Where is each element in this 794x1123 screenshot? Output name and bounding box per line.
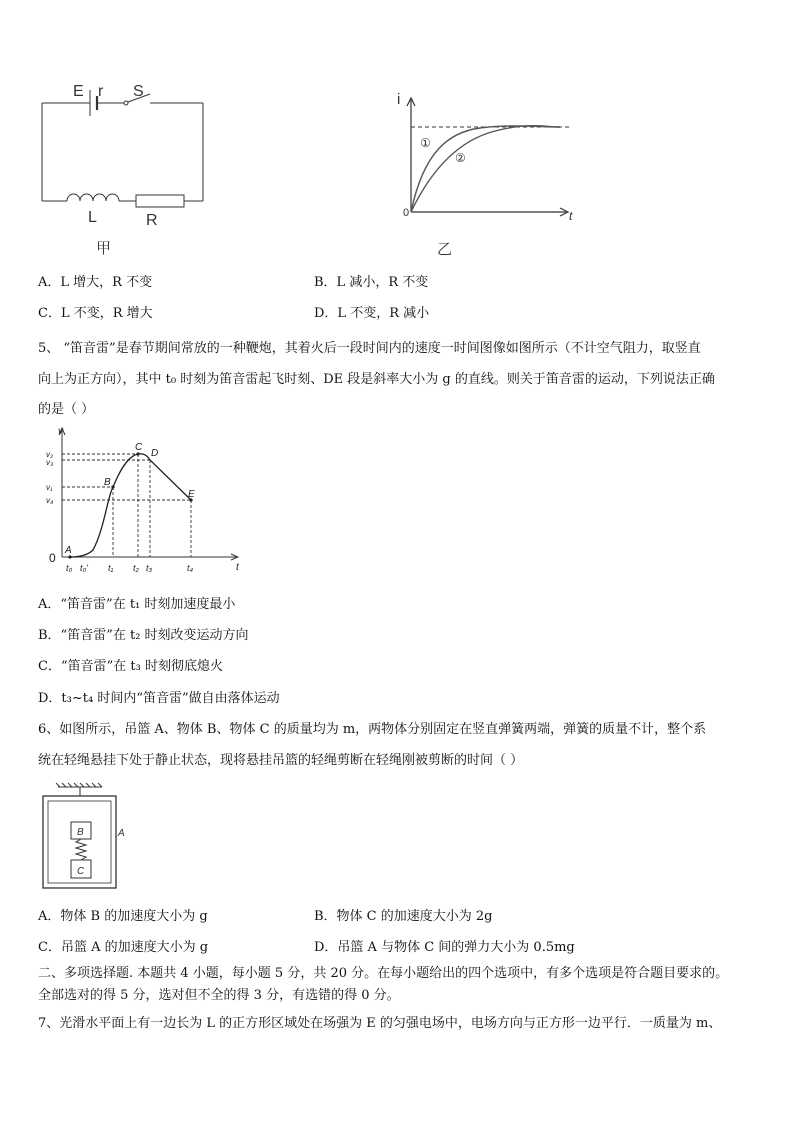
- point-D: D: [151, 448, 159, 459]
- tick-t4: t₄: [187, 563, 194, 573]
- caption-jia: 甲: [96, 240, 112, 257]
- q5-stem-line2: 向上为正方向），其中 t₀ 时刻为笛音雷起飞时刻、DE 段是斜率大小为 g 的直线。则关于笛音雷的运动，下列说法正确: [38, 372, 715, 387]
- q5-stem-line3: 的是（ ）: [38, 402, 95, 417]
- point-E: E: [188, 489, 195, 500]
- label-C: C: [77, 866, 85, 877]
- tick-v3: v₃: [46, 458, 54, 467]
- tick-v2: v₂: [46, 450, 54, 459]
- point-B: B: [104, 477, 111, 488]
- point-A: A: [65, 545, 72, 556]
- q5-option-c[interactable]: C．“笛音雷”在 t₃ 时刻彻底熄火: [38, 659, 223, 674]
- q5-option-d[interactable]: D．t₃~t₄ 时间内“笛音雷”做自由落体运动: [38, 691, 280, 706]
- axis-label-v: v: [58, 426, 63, 437]
- section2-heading-line2: 全部选对的得 5 分，选对但不全的得 3 分，有选错的得 0 分。: [38, 988, 400, 1003]
- axis-label-t: t: [569, 209, 573, 223]
- origin-label: 0: [49, 551, 56, 565]
- label-B: B: [77, 827, 84, 838]
- label-A: A: [118, 828, 125, 839]
- curve-2-label: ②: [455, 151, 466, 165]
- point-C: C: [135, 442, 143, 453]
- q5-stem-line1: 5、 “笛音雷”是春节期间常放的一种鞭炮，其着火后一段时间内的速度一时间图像如图所示（不计空气阻力，取竖直: [38, 341, 701, 356]
- label-r: r: [98, 83, 104, 100]
- curve-1-label: ①: [420, 136, 431, 150]
- tick-v4: v₄: [46, 496, 54, 505]
- q4-option-c[interactable]: C．L 不变，R 增大: [38, 306, 153, 321]
- q4-option-b[interactable]: B．L 减小，R 不变: [314, 275, 429, 290]
- q6-stem-line1: 6、如图所示，吊篮 A、物体 B、物体 C 的质量均为 m，两物体分别固定在竖直弹簧两端，弹簧的质量不计，整个系: [38, 722, 707, 737]
- q6-option-c[interactable]: C．吊篮 A 的加速度大小为 g: [38, 940, 209, 955]
- tick-t3: t₃: [146, 563, 153, 573]
- label-L: L: [88, 209, 97, 226]
- label-E: E: [73, 83, 84, 100]
- q7-stem-line1: 7、光滑水平面上有一边长为 L 的正方形区域处在场强为 E 的匀强电场中，电场方向与正方形一边平行．一质量为 m、: [38, 1016, 722, 1031]
- tick-t2: t₂: [133, 563, 139, 573]
- axis-label-t: t: [236, 562, 239, 573]
- tick-v1: v₁: [46, 483, 53, 492]
- tick-t0-prime: t₀': [80, 563, 89, 573]
- origin-label: 0: [403, 207, 410, 219]
- label-S: S: [133, 83, 144, 100]
- q6-option-a[interactable]: A．物体 B 的加速度大小为 g: [38, 909, 208, 924]
- q4-option-d[interactable]: D．L 不变，R 减小: [314, 306, 430, 321]
- caption-yi: 乙: [437, 241, 453, 258]
- q5-option-b[interactable]: B．“笛音雷”在 t₂ 时刻改变运动方向: [38, 628, 249, 643]
- section2-heading-line1: 二、多项选择题. 本题共 4 小题，每小题 5 分，共 20 分。在每小题给出的四个选项中，有多个选项是符合题目要求的。: [38, 966, 729, 981]
- tick-t0: t₀: [66, 563, 73, 573]
- q6-option-d[interactable]: D．吊篮 A 与物体 C 间的弹力大小为 0.5mg: [314, 940, 575, 955]
- q6-option-b[interactable]: B．物体 C 的加速度大小为 2g: [314, 909, 493, 924]
- label-R: R: [146, 212, 158, 229]
- tick-t1: t₁: [108, 563, 114, 573]
- q6-stem-line2: 统在轻绳悬挂下处于静止状态，现将悬挂吊篮的轻绳剪断在轻绳刚被剪断的时间（ ）: [38, 753, 524, 768]
- q5-option-a[interactable]: A．“笛音雷”在 t₁ 时刻加速度最小: [38, 597, 236, 612]
- axis-label-i: i: [397, 91, 401, 108]
- q4-option-a[interactable]: A．L 增大，R 不变: [38, 275, 153, 290]
